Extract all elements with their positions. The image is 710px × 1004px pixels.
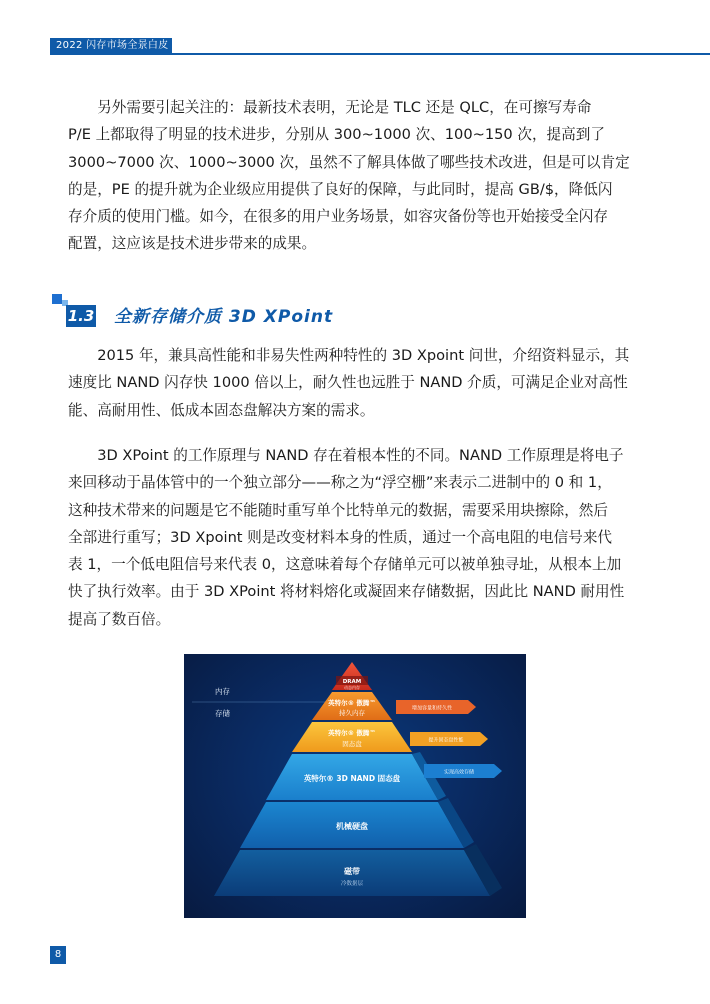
paragraph-line: 快了执行效率。由于 3D XPoint 将材料熔化或凝固来存储数据，因此比 NAND 耐用性 (68, 583, 625, 601)
paragraph-line: 另外需要引起关注的：最新技术表明，无论是 TLC 还是 QLC，在可擦写寿命 (97, 99, 592, 116)
paragraph-line: 全部进行重写；3D Xpoint 则是改变材料本身的性质，通过一个高电阻的电信号来代 (68, 528, 613, 546)
paragraph-line: 速度比 NAND 闪存快 1000 倍以上，耐久性也远胜于 NAND 介质，可满足企业对高性 (68, 374, 628, 392)
callout-1-text: 增加容量和持久性 (411, 705, 453, 712)
section-heading (52, 294, 412, 330)
tier-optane-memory-title: 英特尔® 傲腾™ (328, 699, 376, 707)
callout-3-text: 实现高效存储 (443, 769, 475, 776)
paragraph-line: 的是，PE 的提升就为企业级应用提供了良好的保障，与此同时，提高 GB/$，降低闪 (68, 180, 613, 198)
paragraph-line: 这种技术带来的问题是它不能随时重写单个比特单元的数据，需要采用块擦除，然后 (68, 501, 608, 519)
decor-square (52, 294, 62, 304)
section-title: 全新存储介质 3D XPoint (114, 307, 334, 327)
page-number: 8 (50, 946, 66, 964)
paragraph-line: 来回移动于晶体管中的一个独立部分——称之为“浮空栅”来表示二进制中的 0 和 1， (68, 474, 612, 492)
pyramid-svg (184, 654, 526, 918)
tier-optane-ssd-sub: 固态盘 (342, 740, 362, 748)
header-title: 2022 闪存市场全景白皮书 (50, 38, 172, 54)
paragraph-line: 配置，这应该是技术进步带来的成果。 (68, 235, 317, 253)
label-memory: 内存 (215, 687, 230, 696)
callout-2-text: 提升固态盘性能 (428, 737, 464, 744)
header-rule (50, 53, 710, 55)
paragraph-line: 提高了数百倍。 (68, 610, 171, 628)
paragraph-line: 表 1，一个低电阻信号来代表 0，这意味着每个存储单元可以被单独寻址，从根本上加 (68, 556, 622, 574)
tier-optane-memory-sub: 持久内存 (339, 709, 365, 717)
paragraph-line: 3000~7000 次、1000~3000 次，虽然不了解具体做了哪些技术改进，但是可以肯定 (68, 153, 630, 171)
paragraph-line: 3D XPoint 的工作原理与 NAND 存在着根本性的不同。NAND 工作原理是将电子 (97, 447, 624, 464)
tier-optane-ssd-title: 英特尔® 傲腾™ (328, 729, 376, 737)
paragraph-line: 2015 年，兼具高性能和非易失性两种特性的 3D Xpoint 问世，介绍资料显示，其 (97, 347, 630, 364)
paragraph-line: 存介质的使用门槛。如今，在很多的用户业务场景，如容灾备份等也开始接受全闪存 (68, 208, 608, 226)
label-storage: 存储 (215, 709, 230, 718)
paragraph-1 (68, 94, 646, 258)
tier-hdd-title: 机械硬盘 (336, 822, 368, 831)
paragraph-3 (68, 442, 646, 633)
section-number: 1.3 (67, 307, 95, 325)
tier-dram-sub: 动态内存 (344, 685, 360, 690)
tier-dram-title: DRAM (342, 679, 362, 685)
tier-tape-sub: 冷数据层 (340, 881, 364, 887)
storage-pyramid-figure (184, 654, 526, 918)
paragraph-2 (68, 342, 646, 424)
tier-3d-nand-title: 英特尔® 3D NAND 固态盘 (303, 774, 401, 783)
tier-tape-title: 磁带 (344, 867, 360, 876)
paragraph-line: 能、高耐用性、低成本固态盘解决方案的需求。 (68, 401, 375, 419)
paragraph-line: P/E 上都取得了明显的技术进步，分别从 300~1000 次、100~150 次，提高到了 (68, 126, 605, 144)
